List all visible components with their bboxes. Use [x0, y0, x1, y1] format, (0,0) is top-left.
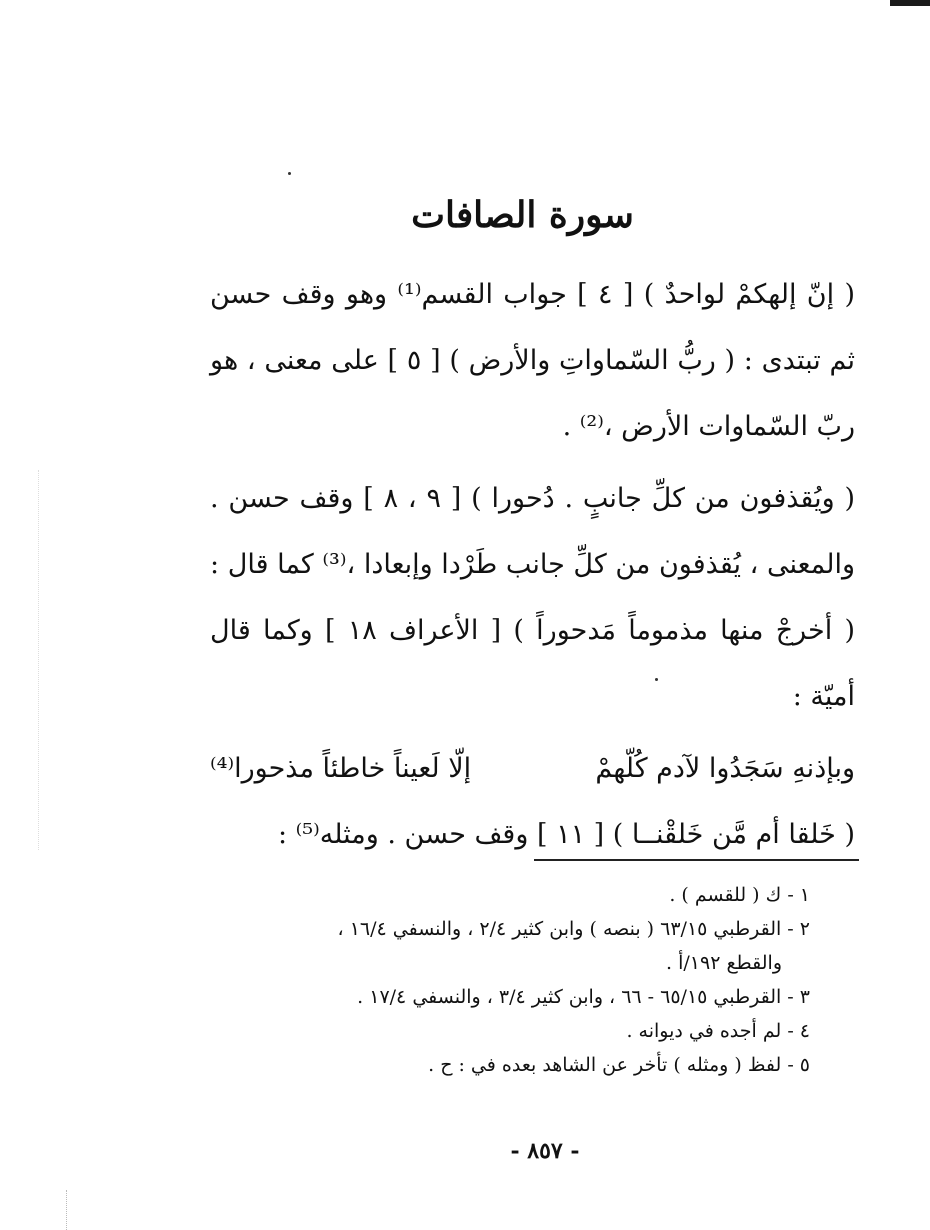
scan-speck: [288, 172, 291, 175]
poetry-verse: [210, 736, 855, 802]
footnote: ٣ - القرطبي ٦٥/١٥ - ٦٦ ، وابن كثير ٣/٤ ، والنسفي ١٧/٤ .: [357, 986, 810, 1008]
footnote: ٢ - القرطبي ٦٣/١٥ ( بنصه ) وابن كثير ٢/٤ ، والنسفي ١٦/٤ ،: [337, 918, 810, 940]
page-number: - ٨٥٧ -: [510, 1138, 580, 1164]
verse-second-hemistich: إلّا لَعيناً خاطئاً مذحورا⁽⁴⁾: [210, 753, 472, 785]
footnote: ٤ - لم أجده في ديوانه .: [626, 1020, 810, 1042]
scan-artifact: [66, 1190, 69, 1230]
scan-artifact: [38, 470, 59, 850]
surah-title: سورة الصافات: [411, 194, 634, 236]
paragraph: ( ويُقذفون من كلِّ جانبٍ . دُحورا ) [ ٩ ، ٨ ] وقف حسن . والمعنى ، يُقذفون من كلِّ جانب طَرْدا وإبعادا ،⁽³⁾ كما قال : ( أخرجْ منها مذموماً مَدحوراً ) [ الأعراف ١٨ ] وكما قال أميّة :: [210, 483, 855, 713]
footnote: ١ - ك ( للقسم ) .: [669, 884, 810, 906]
scan-edge-mark: [890, 0, 930, 6]
footnote: ٥ - لفظ ( ومثله ) تأخر عن الشاهد بعده في : ح .: [428, 1054, 810, 1076]
last-line: ( خَلقا أم مَّن خَلقْنــا ) [ ١١ ] وقف حسن . ومثله⁽⁵⁾ :: [277, 819, 855, 851]
paragraph: ( إنّ إلهكمْ لواحدٌ ) [ ٤ ] جواب القسم⁽¹⁾ وهو وقف حسن ثم تبتدى : ( ربُّ السّماواتِ والأرض ) [ ٥ ] على معنى ، هو ربّ السّماوات الأرض ،⁽²⁾ .: [210, 279, 855, 443]
footnote-continuation: والقطع ١٩٢/أ .: [666, 952, 782, 974]
verse-first-hemistich: وبإذنهِ سَجَدُوا لآدم كُلّهمْ: [595, 753, 855, 785]
footnote-divider: [534, 859, 859, 861]
page-body: [210, 190, 855, 868]
footnotes: [230, 878, 810, 1082]
